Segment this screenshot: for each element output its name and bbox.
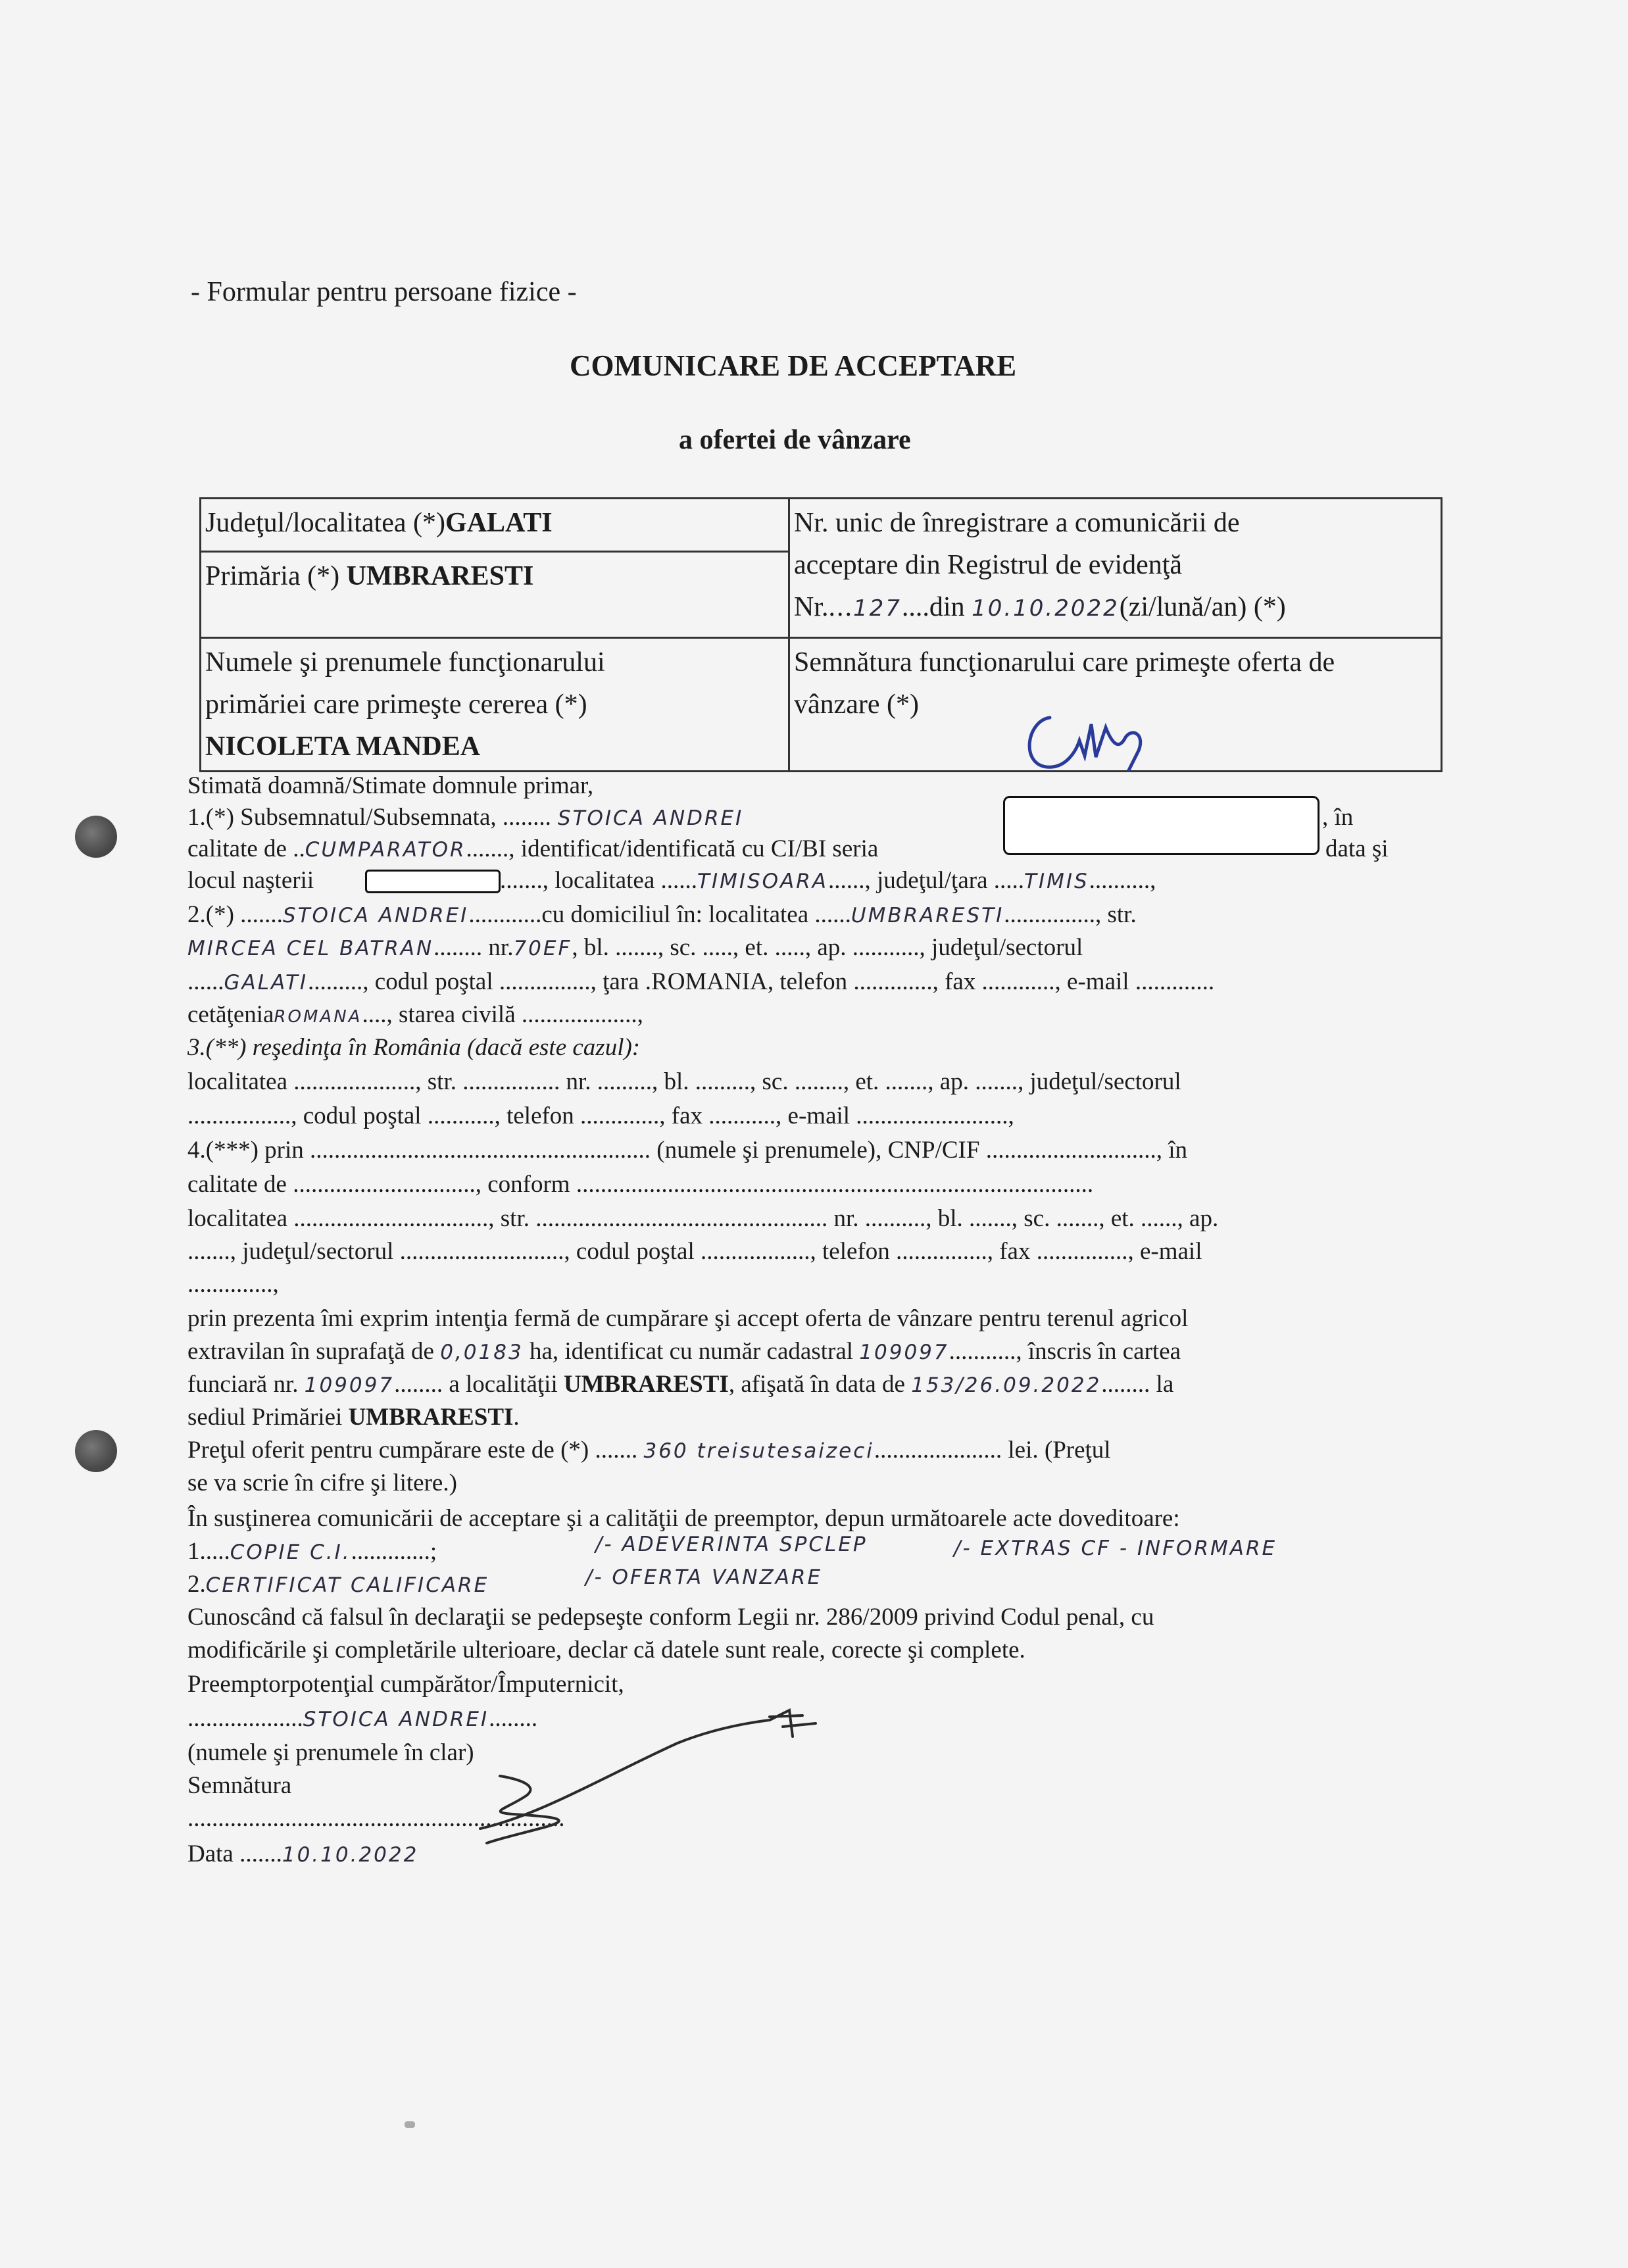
line-21: se va scrie în cifre şi litere.)	[187, 1469, 457, 1496]
l2-c: data şi	[1325, 835, 1389, 862]
line-12: calitate de .............................., conform .....................................................................................	[187, 1171, 1094, 1198]
l1-b: , în	[1322, 804, 1354, 831]
page-subtitle: a ofertei de vânzare	[679, 425, 911, 455]
l6-a: ......	[187, 968, 224, 995]
registration-table	[199, 497, 1443, 772]
documents-line-2	[187, 1569, 489, 1600]
l4-c: ..............., str.	[1004, 901, 1137, 928]
applicant-printed-name: STOICA ANDREI	[303, 1708, 489, 1731]
reg-line-1: Nr. unic de înregistrare a comunicării de	[794, 508, 1240, 538]
line-6	[187, 967, 1214, 998]
posting-date: 153/26.09.2022	[911, 1373, 1102, 1397]
official-cell	[201, 638, 789, 772]
l19-a: sediul Primăriei	[187, 1404, 343, 1431]
townhall-label: Primăria (*)	[205, 561, 340, 591]
line-25: Preemptorpotenţial cumpărător/Împuternicit,	[187, 1671, 624, 1698]
official-name: NICOLETA MANDEA	[205, 731, 481, 762]
applicant-name: STOICA ANDREI	[557, 806, 744, 830]
offered-price: 360 treisutesaizeci	[643, 1439, 874, 1463]
form-type: - Formular pentru persoane fizice -	[191, 277, 577, 307]
citizenship: ROMANA	[274, 1007, 362, 1027]
line-11: 4.(***) prin ........................................................ (numele şi prenumele), CNP/CIF ............................, în	[187, 1137, 1187, 1164]
domicile-number: 70EF	[513, 937, 572, 960]
document-b: /- EXTRAS CF - INFORMARE	[954, 1537, 1277, 1560]
redacted-birthplace	[365, 870, 501, 893]
birth-county: TIMIS	[1024, 870, 1089, 893]
l19-b: .	[513, 1404, 520, 1431]
land-area: 0,0183	[440, 1341, 524, 1364]
line-18	[187, 1369, 1173, 1400]
official-signature-cell	[789, 638, 1442, 772]
line-20	[187, 1435, 1111, 1466]
line-8: 3.(**) reşedinţa în România (dacă este cazul):	[187, 1034, 641, 1061]
county-value: GALATI	[445, 508, 553, 538]
line-29: ..............................................................	[187, 1805, 565, 1832]
l1-a: 1.(*) Subsemnatul/Subsemnata, ........	[187, 804, 551, 831]
domicile-city: UMBRARESTI	[851, 904, 1004, 927]
line-23: Cunoscând că falsul în declaraţii se pedepseşte conform Legii nr. 286/2009 privind Codul penal, cu	[187, 1604, 1154, 1631]
scan-speck	[405, 2121, 415, 2128]
l18-a: funciară nr.	[187, 1371, 299, 1398]
documents-line-1	[187, 1537, 437, 1567]
reg-date-value: 10.10.2022	[972, 595, 1120, 622]
domicile-county: GALATI	[224, 971, 308, 995]
line-2	[187, 834, 878, 865]
domicile-name: STOICA ANDREI	[282, 904, 469, 927]
official-signature	[1014, 704, 1165, 777]
l18-town: UMBRARESTI	[563, 1371, 729, 1398]
l4-b: ............cu domiciliul în: localitatea ......	[468, 901, 851, 928]
l19-town: UMBRARESTI	[348, 1404, 514, 1431]
punch-hole	[75, 1430, 117, 1472]
signing-date: 10.10.2022	[282, 1843, 419, 1867]
redacted-id	[1003, 796, 1320, 855]
l7-a: cetăţenia	[187, 1001, 274, 1028]
line-10: ................., codul poştal ..........., telefon ............., fax ..........., e-mail .........................,	[187, 1102, 1014, 1129]
line-16: prin prezenta îmi exprim intenţia fermă de cumpărare şi accept oferta de vânzare pentru terenul agricol	[187, 1305, 1189, 1332]
l3-d: ..........,	[1089, 867, 1156, 894]
line-24: modificările şi completările ulterioare, declar că datele sunt reale, corecte şi complete.	[187, 1637, 1025, 1664]
l2-b: ......., identificat/identificată cu CI/BI seria	[466, 835, 879, 862]
punch-hole	[75, 816, 117, 858]
l26-b: ........	[489, 1705, 538, 1732]
line-28: Semnătura	[187, 1772, 292, 1799]
l18-d: ........ la	[1101, 1371, 1174, 1398]
line-27: (numele şi prenumele în clar)	[187, 1739, 474, 1766]
salutation: Stimată doamnă/Stimate domnule primar,	[187, 772, 594, 799]
county-cell	[201, 499, 789, 552]
l20-b: ..................... lei. (Preţul	[874, 1437, 1111, 1464]
l18-b: ........ a localităţii	[394, 1371, 558, 1398]
cadastral-number: 109097	[859, 1341, 949, 1364]
doc1-prefix: 1.....	[187, 1538, 230, 1565]
official-label-1: Numele şi prenumele funcţionarului	[205, 647, 605, 678]
line-13: localitatea ................................, str. ................................................ nr. .........., bl. ......., sc. ......., et. ......, ap.	[187, 1205, 1219, 1232]
line-19	[187, 1402, 520, 1433]
line-3	[187, 866, 314, 896]
reg-nr-prefix: Nr.	[794, 592, 829, 622]
doc2-prefix: 2.	[187, 1571, 206, 1598]
signature-label-2: vânzare (*)	[794, 689, 920, 720]
l7-b: ...., starea civilă ...................,	[362, 1001, 643, 1028]
reg-din: din	[929, 592, 965, 622]
l26-a: ...................	[187, 1705, 303, 1732]
line-7	[187, 1000, 643, 1032]
line-17	[187, 1337, 1181, 1368]
line-4	[187, 900, 1137, 931]
document-a: /- ADEVERINTA SPCLEP	[595, 1533, 868, 1556]
l3-c: ......, judeţul/ţara .....	[828, 867, 1025, 894]
line-22: În susţinerea comunicării de acceptare şi a calităţii de preemptor, depun următoarele acte doveditoare:	[187, 1505, 1180, 1532]
county-label: Judeţul/localitatea (*)	[205, 508, 446, 538]
l5-a: ........ nr.	[433, 934, 514, 961]
line-3b	[500, 866, 1156, 897]
townhall-cell	[201, 552, 789, 638]
land-book-number: 109097	[304, 1373, 395, 1397]
reg-line-2: acceptare din Registrul de evidenţă	[794, 550, 1183, 580]
line-9: localitatea ...................., str. ................ nr. ........., bl. ........., sc. ........, et. ......., ap. ......., judeţul/sectorul	[187, 1068, 1181, 1095]
applicant-signature	[460, 1697, 829, 1855]
official-label-2: primăriei care primeşte cererea (*)	[205, 689, 587, 720]
reg-suffix: (zi/lună/an) (*)	[1119, 592, 1286, 622]
line-15: ..............,	[187, 1271, 279, 1298]
l20-a: Preţul oferit pentru cumpărare este de (*) .......	[187, 1437, 638, 1464]
l2-a: calitate de ..	[187, 835, 305, 862]
l4-a: 2.(*) .......	[187, 901, 283, 928]
reg-line-3: Nr....127....din 10.10.2022(zi/lună/an) (*)	[794, 592, 1286, 622]
line-1	[187, 802, 743, 833]
l17-c: ..........., înscris în cartea	[949, 1338, 1181, 1365]
reg-nr-value: 127	[853, 595, 902, 622]
document-1: COPIE C.I.	[230, 1541, 351, 1564]
applicant-role: CUMPARATOR	[305, 838, 466, 862]
domicile-street: MIRCEA CEL BATRAN	[187, 937, 434, 960]
line-30	[187, 1839, 418, 1870]
l6-b: ........., codul poştal ..............., ţara .ROMANIA, telefon ............., fax ............, e-mail .............	[308, 968, 1215, 995]
l3-a: locul naşterii	[187, 867, 314, 894]
l17-b: ha, identificat cu număr cadastral	[529, 1338, 854, 1365]
l30-a: Data .......	[187, 1840, 282, 1867]
document-2: CERTIFICAT CALIFICARE	[205, 1573, 489, 1597]
birth-city: TIMISOARA	[697, 870, 829, 893]
townhall-value: UMBRARESTI	[346, 561, 534, 591]
line-14: ......., judeţul/sectorul ..........................., codul poştal .................., telefon ..............., fax ..............., e-mail	[187, 1238, 1202, 1265]
l17-a: extravilan în suprafaţă de	[187, 1338, 434, 1365]
doc1-suffix: .............;	[351, 1538, 437, 1565]
line-5	[187, 933, 1083, 964]
registration-cell	[789, 499, 1442, 638]
l3-b: ......., localitatea ......	[500, 867, 698, 894]
signature-label-1: Semnătura funcţionarului care primeşte oferta de	[794, 647, 1335, 678]
page-title: COMUNICARE DE ACCEPTARE	[570, 349, 1017, 382]
l5-b: , bl. ......., sc. ....., et. ....., ap. ..........., judeţul/sectorul	[572, 934, 1083, 961]
l18-c: , afişată în data de	[728, 1371, 905, 1398]
document-c: /- OFERTA VANZARE	[585, 1565, 823, 1589]
